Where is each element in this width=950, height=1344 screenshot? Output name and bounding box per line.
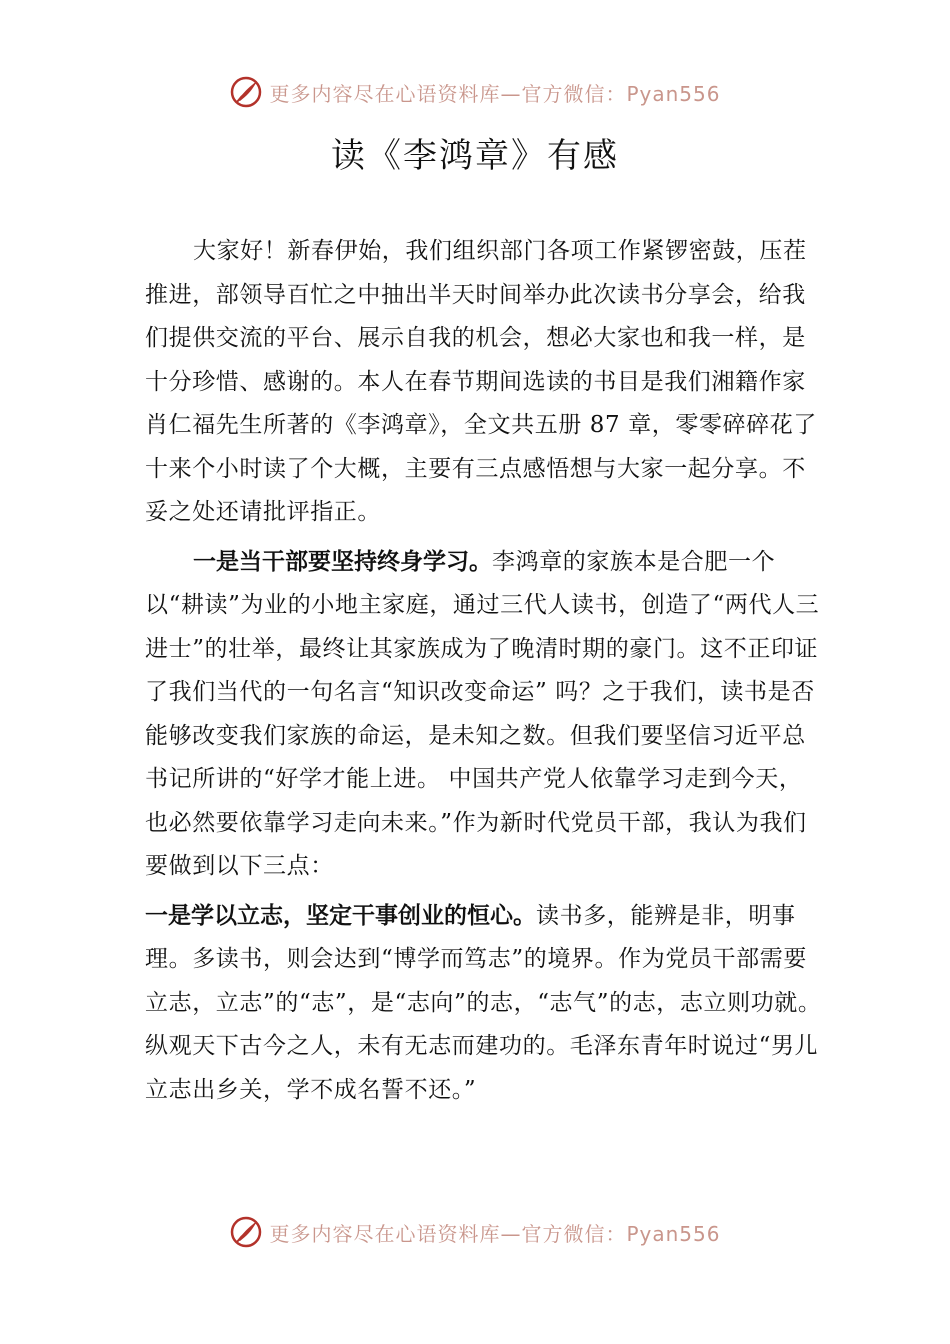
footer-banner — [0, 1210, 950, 1254]
header-banner — [0, 70, 950, 114]
paragraph-lead: 一是学以立志，坚定干事创业的恒心。 — [145, 902, 536, 929]
header-banner-text: 更多内容尽在心语资料库—官方微信：Pyan556 — [269, 81, 721, 106]
quill-logo-icon — [229, 75, 263, 109]
quill-logo-icon — [229, 1215, 263, 1249]
paragraph-sub-point-one — [145, 895, 825, 1113]
document-title: 读《李鸿章》有感 — [331, 136, 619, 176]
paragraph-lead: 一是当干部要坚持终身学习。 — [193, 548, 492, 575]
paragraph-intro — [145, 230, 825, 535]
footer-banner-text: 更多内容尽在心语资料库—官方微信：Pyan556 — [269, 1221, 721, 1246]
paragraph-text: 大家好！新春伊始，我们组织部门各项工作紧锣密鼓，压茬推进，部领导百忙之中抽出半天时间举办此次读书分享会，给我们提供交流的平台、展示自我的机会，想必大家也和我一样，是十分珍惜、感谢的。本人在春节期间选读的书目是我们湘籍作家肖仁福先生所著的《李鸿章》，全文共五册 87 章，零零碎碎花了十来个小时读了个大概，主要有三点感悟想与大家一起分享。不妥之处还请批评指正。 — [145, 238, 817, 525]
paragraph-text: 李鸿章的家族本是合肥一个以“耕读”为业的小地主家庭，通过三代人读书，创造了“两代人三进士”的壮举，最终让其家族成为了晚清时期的豪门。这不正印证了我们当代的一句名言“知识改变命运” 吗？之于我们，读书是否能够改变我们家族的命运，是未知之数。但我们要坚信习近平总书记所讲的“好学才能上进。 中国共产党人依靠学习走到今天，也必然要依靠学习走向未来。”作为新时代党员干部，我认为我们要做到以下三点： — [145, 548, 820, 879]
document-body — [145, 230, 825, 1112]
paragraph-text: 读书多，能辨是非，明事理。多读书，则会达到“博学而笃志”的境界。作为党员干部需要立志，立志”的“志”，是“志向”的志，“志气”的志，志立则功就。纵观天下古今之人，未有无志而建功的。毛泽东青年时说过“男儿立志出乡关，学不成名誓不还。” — [145, 902, 822, 1103]
paragraph-point-one — [145, 541, 825, 889]
